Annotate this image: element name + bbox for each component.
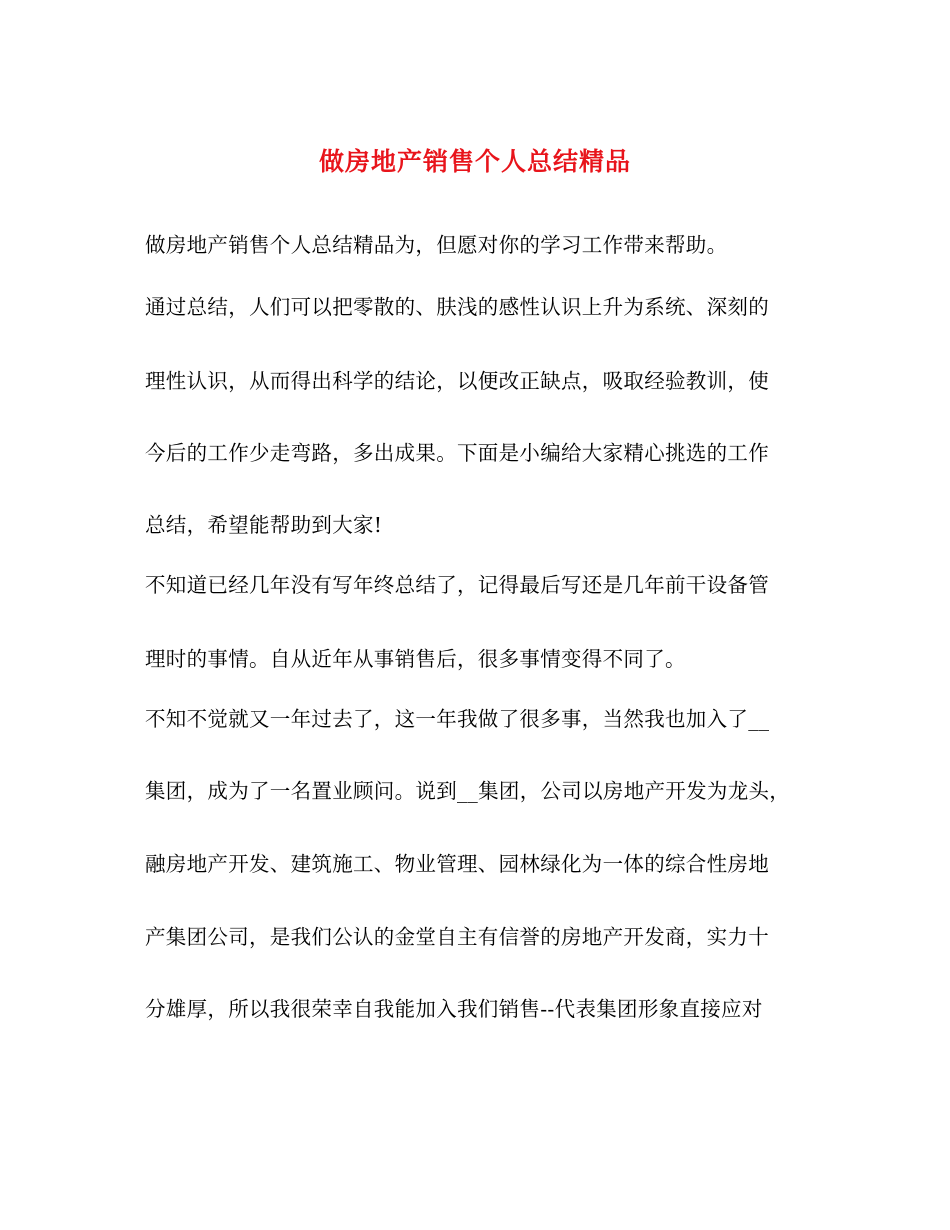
text-line-12: 分雄厚，所以我很荣幸自我能加入我们销售--代表集团形象直接应对 bbox=[145, 997, 763, 1021]
text-line-1: 做房地产销售个人总结精品为，但愿对你的学习工作带来帮助。 bbox=[145, 233, 728, 257]
text-line-7: 理时的事情。自从近年从事销售后，很多事情变得不同了。 bbox=[145, 647, 686, 671]
text-line-3: 理性认识，从而得出科学的结论，以便改正缺点，吸取经验教训，使 bbox=[145, 369, 769, 393]
text-line-10: 融房地产开发、建筑施工、物业管理、园林绿化为一体的综合性房地 bbox=[145, 852, 769, 876]
text-line-6: 不知道已经几年没有写年终总结了，记得最后写还是几年前干设备管 bbox=[145, 573, 769, 597]
text-line-9: 集团，成为了一名置业顾问。说到__集团，公司以房地产开发为龙头， bbox=[145, 779, 791, 803]
text-line-5: 总结，希望能帮助到大家! bbox=[145, 513, 383, 537]
text-line-4: 今后的工作少走弯路，多出成果。下面是小编给大家精心挑选的工作 bbox=[145, 441, 769, 465]
text-line-2: 通过总结，人们可以把零散的、肤浅的感性认识上升为系统、深刻的 bbox=[145, 295, 769, 319]
text-line-8: 不知不觉就又一年过去了，这一年我做了很多事，当然我也加入了__ bbox=[145, 707, 770, 731]
document-title: 做房地产销售个人总结精品 bbox=[318, 147, 631, 176]
text-line-11: 产集团公司，是我们公认的金堂自主有信誉的房地产开发商，实力十 bbox=[145, 925, 769, 949]
